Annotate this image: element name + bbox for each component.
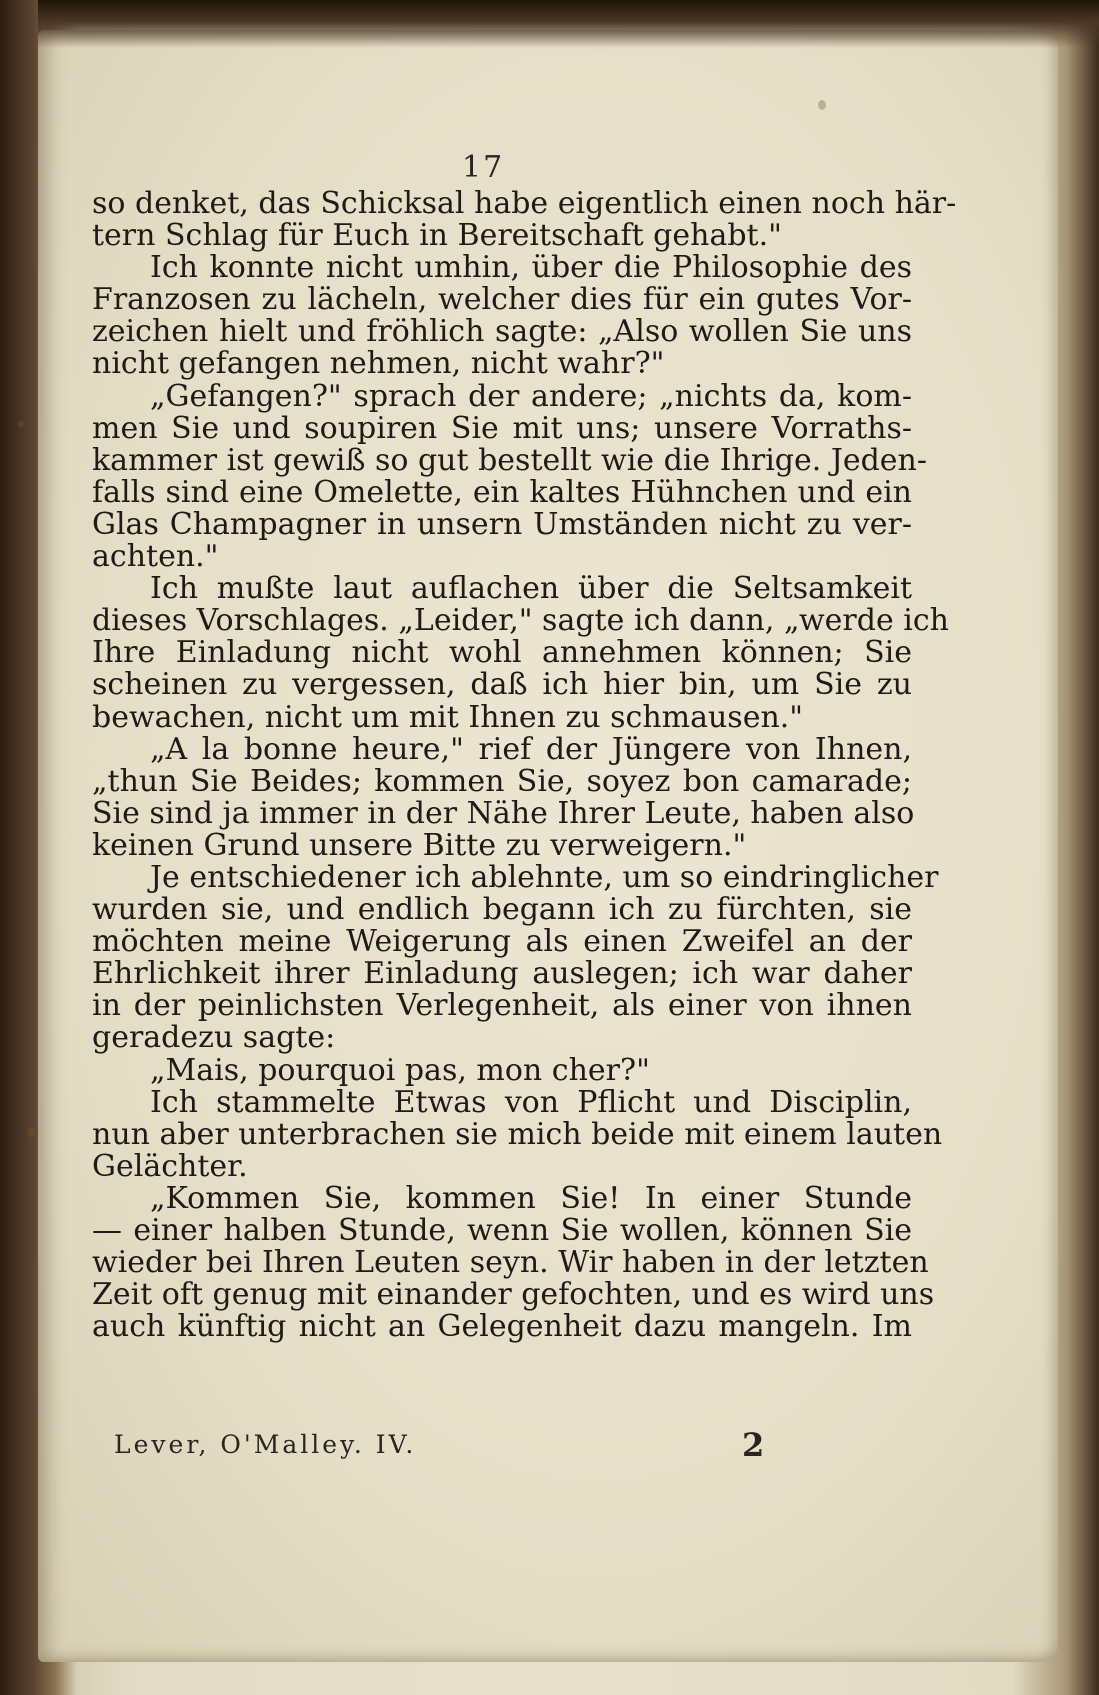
text-line: nun aber unterbrachen sie mich beide mit einem lauten xyxy=(92,1116,943,1152)
paper-stain xyxy=(18,420,24,428)
text-line: achten." xyxy=(92,539,219,575)
text-line: falls sind eine Omelette, ein kaltes Hühnchen und ein xyxy=(92,474,912,510)
text-line: „Kommen Sie, kommen Sie! In einer Stunde xyxy=(150,1180,912,1216)
text-line: bewachen, nicht um mit Ihnen zu schmausen." xyxy=(92,699,804,735)
text-line: Zeit oft genug mit einander gefochten, und es wird uns xyxy=(92,1277,935,1313)
text-line: tern Schlag für Euch in Bereitschaft gehabt." xyxy=(92,218,782,254)
text-line: kammer ist gewiß so gut bestellt wie die Ihrige. Jeden- xyxy=(92,442,928,478)
text-line: — einer halben Stunde, wenn Sie wollen, können Sie xyxy=(92,1213,912,1248)
text-line: Glas Champagner in unsern Umständen nicht zu ver- xyxy=(92,506,912,542)
text-line: keinen Grund unsere Bitte zu verweigern." xyxy=(92,827,747,863)
paper-stain xyxy=(28,1128,35,1137)
text-line: Ehrlichkeit ihrer Einladung auslegen; ich war daher xyxy=(92,956,912,992)
text-line: Ihre Einladung nicht wohl annehmen können; Sie xyxy=(92,635,912,671)
text-line: „thun Sie Beides; kommen Sie, soyez bon camarade; xyxy=(92,763,912,799)
text-line: dieses Vorschlages. „Leider," sagte ich dann, „werde ich xyxy=(92,603,949,639)
signature-mark: Lever, O'Malley. IV. xyxy=(114,1430,417,1459)
text-line: möchten meine Weigerung als einen Zweifel an der xyxy=(92,924,912,960)
body-text xyxy=(92,186,957,1345)
text-line: „A la bonne heure," rief der Jüngere von Ihnen, xyxy=(150,731,912,767)
text-line: wieder bei Ihren Leuten seyn. Wir haben in der letzten xyxy=(92,1245,929,1281)
text-line: men Sie und soupiren Sie mit uns; unsere Vorraths- xyxy=(92,410,912,446)
text-line: zeichen hielt und fröhlich sagte: „Also wollen Sie uns xyxy=(92,314,912,350)
text-line: so denket, das Schicksal habe eigentlich einen noch här- xyxy=(92,186,957,221)
text-line: Franzosen zu lächeln, welcher dies für ein gutes Vor- xyxy=(92,282,912,318)
sheet-number: 2 xyxy=(742,1426,765,1464)
text-line: Sie sind ja immer in der Nähe Ihrer Leute, haben also xyxy=(92,795,915,831)
page-footer xyxy=(92,1426,912,1464)
text-line: wurden sie, und endlich begann ich zu fürchten, sie xyxy=(92,892,912,928)
paper-stain xyxy=(818,100,826,110)
text-line: nicht gefangen nehmen, nicht wahr?" xyxy=(92,346,665,382)
text-line: Je entschiedener ich ablehnte, um so eindringlicher xyxy=(150,859,939,895)
text-line: in der peinlichsten Verlegenheit, als einer von ihnen xyxy=(92,988,912,1024)
text-line: Ich konnte nicht umhin, über die Philosophie des xyxy=(150,250,912,286)
text-line: Gelächter. xyxy=(92,1148,248,1184)
page-top-shadow xyxy=(38,0,1099,48)
text-line: auch künftig nicht an Gelegenheit dazu mangeln. Im xyxy=(92,1309,912,1345)
text-line: „Mais, pourquoi pas, mon cher?" xyxy=(150,1052,650,1088)
text-line: geradezu sagte: xyxy=(92,1020,336,1056)
page-number: 17 xyxy=(462,150,505,185)
text-line: Ich stammelte Etwas von Pflicht und Disciplin, xyxy=(150,1084,912,1120)
text-line: scheinen zu vergessen, daß ich hier bin, um Sie zu xyxy=(92,667,912,703)
text-line: Ich mußte laut auflachen über die Seltsamkeit xyxy=(150,571,912,607)
text-line: „Gefangen?" sprach der andere; „nichts da, kom- xyxy=(150,378,912,414)
